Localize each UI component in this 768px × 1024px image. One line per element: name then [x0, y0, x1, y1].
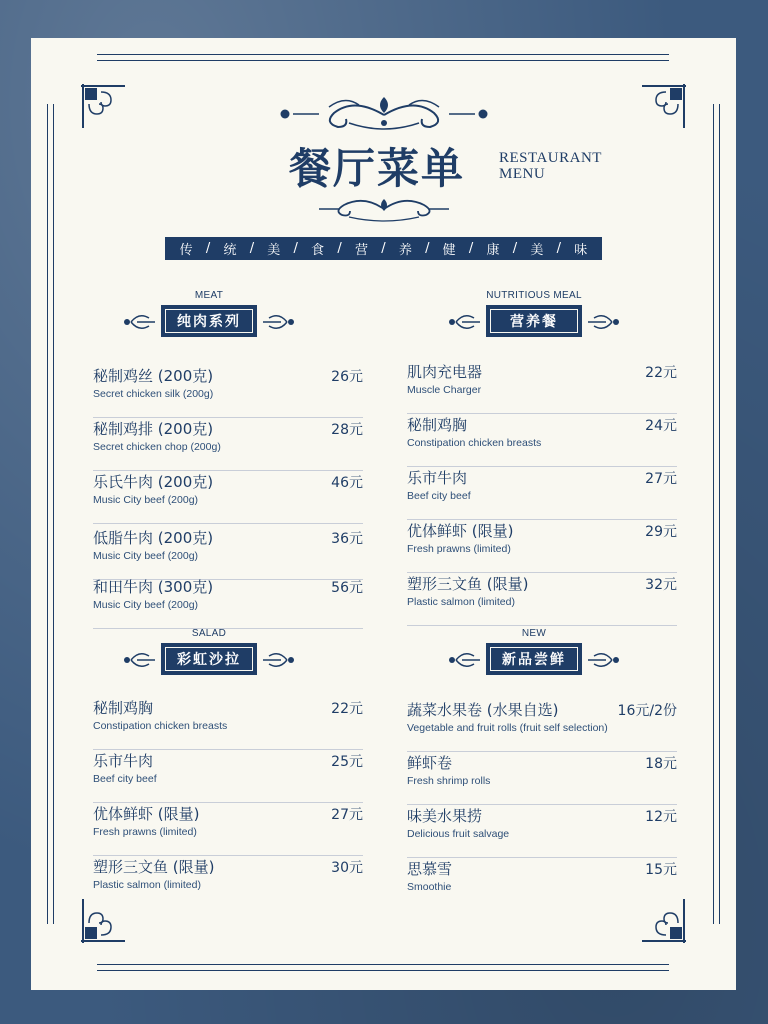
top-border-line	[97, 54, 669, 55]
corner-ornament-icon	[79, 82, 127, 130]
item-price: 15元	[645, 862, 677, 878]
menu-item	[93, 418, 363, 471]
section-header-new	[444, 628, 624, 677]
item-name: 秘制鸡胸	[93, 699, 154, 717]
slogan-separator: /	[556, 241, 561, 256]
flourish-right-icon	[263, 650, 299, 670]
item-price: 30元	[331, 860, 363, 876]
menu-item	[407, 699, 677, 752]
section-label-en: NEW	[521, 628, 547, 639]
menu-item	[93, 471, 363, 524]
item-name-en: Plastic salmon (limited)	[93, 879, 201, 891]
left-border-line	[53, 104, 54, 924]
item-price: 46元	[331, 475, 363, 491]
menu-item	[407, 520, 677, 573]
item-price: 26元	[331, 369, 363, 385]
menu-item	[407, 805, 677, 858]
flourish-left-icon	[444, 312, 480, 332]
page-title-english	[499, 150, 602, 182]
item-price: 29元	[645, 524, 677, 540]
item-name: 低脂牛肉 (200克)	[93, 529, 214, 547]
menu-item	[407, 467, 677, 520]
menu-item	[93, 576, 363, 629]
item-name: 思慕雪	[407, 860, 453, 878]
item-name-en: Music City beef (200g)	[93, 550, 199, 562]
menu-item	[93, 750, 363, 803]
item-name: 塑形三文鱼 (限量)	[407, 575, 529, 593]
slogan-char: 传	[179, 243, 193, 258]
slogan-separator: /	[205, 241, 211, 256]
flourish-right-icon	[588, 312, 624, 332]
bottom-border-line	[97, 964, 669, 965]
menu-item	[407, 858, 677, 911]
item-price: 27元	[331, 807, 363, 823]
slogan-separator: /	[425, 241, 430, 256]
item-name-en: Beef city beef	[407, 490, 471, 502]
item-name-en: Secret chicken chop (200g)	[93, 441, 221, 453]
slogan-char: 统	[223, 243, 237, 258]
slogan-char: 味	[574, 243, 588, 258]
menu-item	[93, 856, 363, 909]
item-name-en: Secret chicken silk (200g)	[93, 388, 214, 400]
menu-item	[93, 697, 363, 750]
item-name-en: Delicious fruit salvage	[407, 828, 510, 840]
item-name-en: Music City beef (200g)	[93, 494, 199, 506]
section-label-en: SALAD	[191, 628, 227, 639]
flourish-left-icon	[119, 650, 155, 670]
title-en-line: MENU	[499, 166, 546, 182]
item-price: 22元	[645, 365, 677, 381]
item-price: 16元/2份	[617, 703, 677, 719]
slogan-separator: /	[512, 241, 518, 256]
item-name-en: Fresh shrimp rolls	[407, 775, 491, 787]
slogan-bar	[165, 237, 602, 260]
item-name-en: Beef city beef	[93, 773, 157, 785]
item-name: 秘制鸡排 (200克)	[93, 420, 214, 438]
section-header-salad	[119, 628, 299, 677]
item-name: 塑形三文鱼 (限量)	[93, 858, 215, 876]
corner-ornament-icon	[640, 82, 688, 130]
item-price: 18元	[645, 756, 677, 772]
top-border-line	[97, 60, 669, 61]
section-badge: 纯肉系列	[161, 305, 257, 337]
item-name: 乐市牛肉	[93, 752, 154, 770]
item-price: 56元	[331, 580, 363, 596]
section-header-nutritious	[444, 290, 624, 339]
item-name-en: Smoothie	[407, 881, 452, 893]
item-name-en: Fresh prawns (limited)	[407, 543, 511, 555]
item-name: 乐市牛肉	[407, 469, 468, 487]
item-price: 32元	[645, 577, 677, 593]
section-header-meat	[119, 290, 299, 339]
left-border-line	[47, 104, 48, 924]
item-name-en: Constipation chicken breasts	[407, 437, 542, 449]
section-label-en: NUTRITIOUS MEAL	[486, 290, 582, 301]
top-flourish-icon	[279, 93, 489, 135]
item-name: 和田牛肉 (300克)	[93, 578, 214, 596]
slogan-char: 养	[398, 243, 412, 258]
slogan-separator: /	[249, 241, 255, 256]
item-name: 优体鲜虾 (限量)	[407, 522, 514, 540]
item-name-en: Constipation chicken breasts	[93, 720, 228, 732]
item-price: 36元	[331, 531, 363, 547]
slogan-char: 健	[442, 243, 456, 258]
item-name: 味美水果捞	[407, 807, 483, 825]
item-name: 鲜虾卷	[407, 754, 453, 772]
item-name-en: Plastic salmon (limited)	[407, 596, 515, 608]
flourish-right-icon	[263, 312, 299, 332]
menu-item	[93, 527, 363, 580]
menu-item	[93, 365, 363, 418]
section-badge: 新品尝鲜	[486, 643, 582, 675]
item-price: 22元	[331, 701, 363, 717]
item-price: 12元	[645, 809, 677, 825]
slogan-char: 康	[486, 243, 500, 258]
slogan-separator: /	[468, 241, 474, 256]
menu-item	[407, 414, 677, 467]
flourish-right-icon	[588, 650, 624, 670]
page-title: 餐厅菜单	[289, 144, 466, 193]
item-name: 蔬菜水果卷 (水果自选)	[407, 701, 559, 719]
flourish-left-icon	[119, 312, 155, 332]
item-name-en: Muscle Charger	[407, 384, 482, 396]
section-badge: 彩虹沙拉	[161, 643, 257, 675]
slogan-separator: /	[337, 241, 342, 256]
menu-paper	[31, 38, 736, 990]
item-name: 肌肉充电器	[407, 363, 483, 381]
slogan-char: 食	[311, 243, 325, 258]
slogan-separator: /	[381, 241, 386, 256]
section-badge: 营养餐	[486, 305, 582, 337]
slogan-char: 美	[530, 243, 544, 258]
item-name: 乐氏牛肉 (200克)	[93, 473, 214, 491]
item-name-en: Music City beef (200g)	[93, 599, 199, 611]
item-price: 28元	[331, 422, 363, 438]
item-price: 25元	[331, 754, 363, 770]
bottom-flourish-icon	[309, 195, 459, 223]
menu-item	[407, 573, 677, 626]
right-border-line	[719, 104, 720, 924]
flourish-left-icon	[444, 650, 480, 670]
right-border-line	[713, 104, 714, 924]
section-label-en: MEAT	[194, 290, 224, 301]
item-name: 优体鲜虾 (限量)	[93, 805, 200, 823]
item-name-en: Fresh prawns (limited)	[93, 826, 197, 838]
title-en-line: RESTAURANT	[499, 150, 602, 166]
item-name-en: Vegetable and fruit rolls (fruit self selection)	[407, 722, 608, 734]
item-name: 秘制鸡胸	[407, 416, 468, 434]
item-name: 秘制鸡丝 (200克)	[93, 367, 214, 385]
item-price: 27元	[645, 471, 677, 487]
bottom-border-line	[97, 970, 669, 971]
menu-item	[93, 803, 363, 856]
slogan-char: 营	[354, 243, 368, 258]
item-price: 24元	[645, 418, 677, 434]
menu-item	[407, 752, 677, 805]
slogan-char: 美	[267, 243, 281, 258]
slogan-separator: /	[293, 241, 298, 256]
menu-item	[407, 361, 677, 414]
